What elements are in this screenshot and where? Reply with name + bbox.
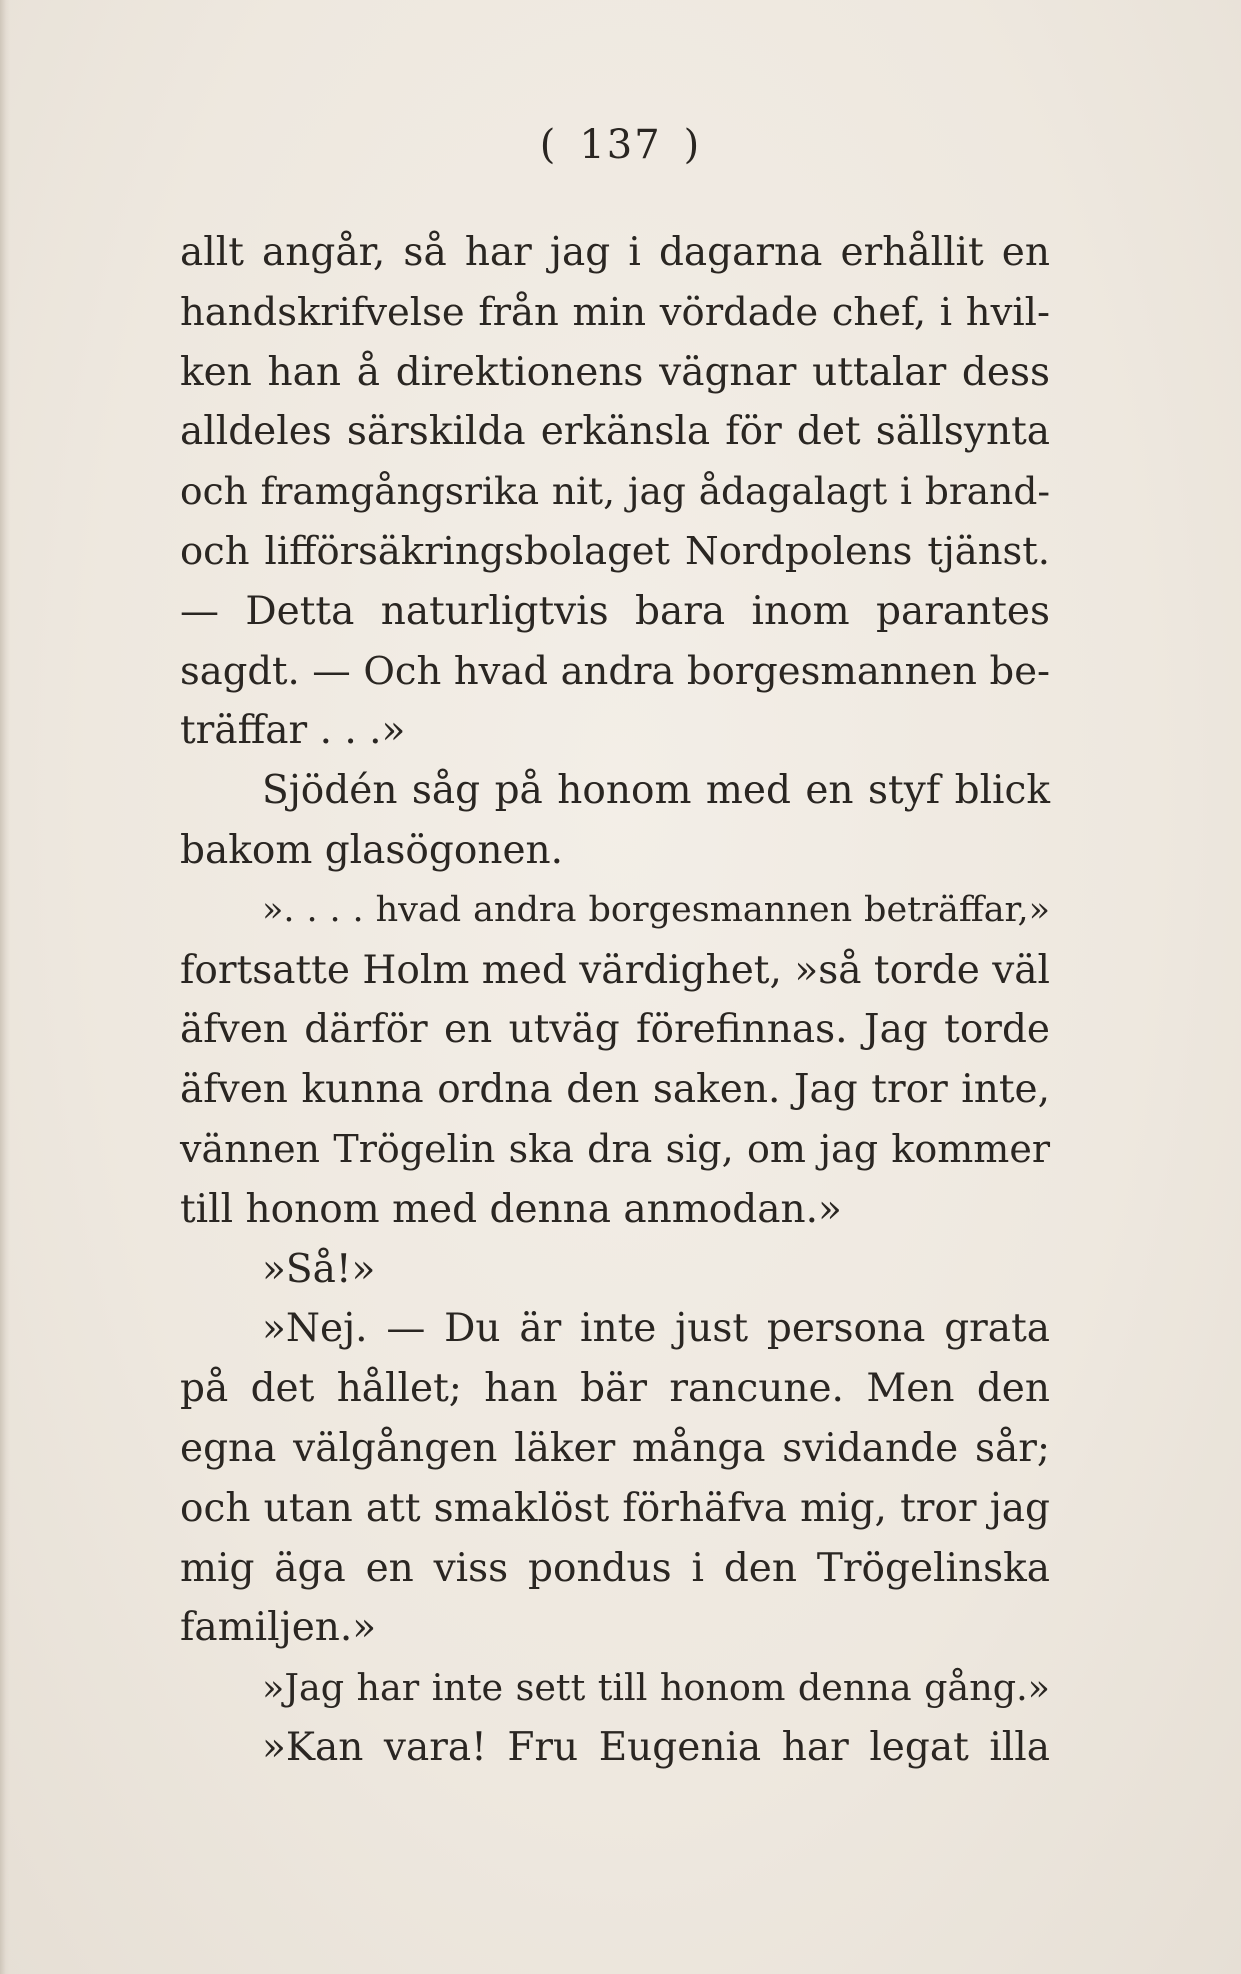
text-line: fortsatte Holm med värdighet, »så torde väl	[180, 947, 1050, 993]
text-line: på det hållet; han bär rancune. Men den	[180, 1366, 1050, 1412]
page-number-value: 137	[579, 122, 662, 168]
text-line: vännen Trögelin ska dra sig, om jag kommer	[180, 1126, 1050, 1171]
text-line: familjen.»	[180, 1605, 377, 1651]
text-line: bakom glasögonen.	[180, 827, 564, 873]
text-line: egna välgången läker många svidande sår;	[180, 1425, 1050, 1471]
text-line: träffar . . .»	[180, 708, 406, 754]
text-line: Sjödén såg på honom med en styf blick	[262, 768, 1050, 814]
text-line: allt angår, så har jag i dagarna erhållit en	[180, 230, 1050, 275]
text-line: »Så!»	[262, 1246, 376, 1292]
text-line: handskrifvelse från min vördade chef, i hvil-	[180, 289, 1050, 335]
text-line: ». . . . hvad andra borgesmannen beträffar,»	[262, 889, 1050, 930]
text-line: ken han å direktionens vägnar uttalar dess	[180, 349, 1050, 395]
text-line: till honom med denna anmodan.»	[180, 1186, 842, 1232]
text-line: och framgångsrika nit, jag ådagalagt i brand-	[180, 469, 1050, 514]
text-line: och utan att smaklöst förhäfva mig, tror jag	[180, 1485, 1050, 1531]
text-line: — Detta naturligtvis bara inom parantes	[180, 588, 1050, 634]
text-line: »Kan vara! Fru Eugenia har legat illa	[262, 1724, 1050, 1770]
text-line: äfven kunna ordna den saken. Jag tror inte,	[180, 1067, 1050, 1113]
text-line: »Jag har inte sett till honom denna gång.»	[262, 1666, 1050, 1710]
page-number	[0, 122, 1241, 168]
body-text	[180, 223, 1050, 1778]
text-line: »Nej. — Du är inte just persona grata	[262, 1306, 1050, 1352]
text-line: äfven därför en utväg förefinnas. Jag torde	[180, 1007, 1050, 1053]
page-number-open-paren: (	[539, 122, 558, 168]
text-line: sagdt. — Och hvad andra borgesmannen be-	[180, 648, 1050, 694]
page-edge	[0, 0, 10, 1974]
text-line: och lifförsäkringsbolaget Nordpolens tjänst.	[180, 528, 1050, 574]
text-line: alldeles särskilda erkänsla för det sällsynta	[180, 409, 1050, 455]
text-line: mig äga en viss pondus i den Trögelinska	[180, 1545, 1050, 1591]
page-number-close-paren: )	[683, 122, 702, 168]
